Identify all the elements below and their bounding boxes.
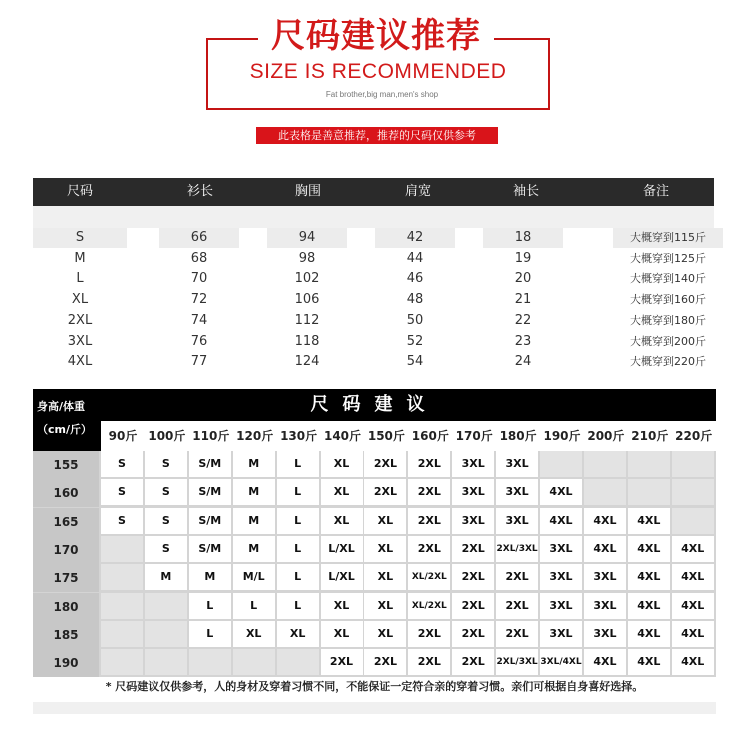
size-recommendation-cell: XL: [364, 508, 406, 534]
size-recommendation-cell: L: [233, 593, 275, 619]
size-recommendation-cell: 3XL: [496, 451, 538, 477]
size-cell-sleeve: 22: [514, 312, 532, 328]
size-recommendation-cell: 3XL: [540, 536, 582, 562]
size-recommendation-cell: 3XL: [496, 508, 538, 534]
size-recommendation-cell: 2XL: [452, 593, 494, 619]
size-recommendation-cell: [628, 479, 670, 505]
size-cell-length: 68: [190, 250, 208, 266]
size-cell-length: 74: [190, 312, 208, 328]
weight-col-header: 150斤: [367, 429, 405, 443]
col-size: 尺码: [66, 184, 93, 199]
size-recommendation-cell: S: [145, 508, 187, 534]
size-cell-sleeve: 23: [514, 333, 532, 349]
size-recommendation-cell: [145, 621, 187, 647]
size-recommendation-cell: 2XL: [452, 649, 494, 675]
weight-col-header: 160斤: [411, 429, 449, 443]
size-recommendation-cell: 2XL: [452, 621, 494, 647]
weight-col-header: 130斤: [280, 429, 318, 443]
size-recommendation-cell: M: [145, 564, 187, 590]
weight-col-header: 140斤: [323, 429, 362, 443]
size-cell-length: 76: [190, 333, 208, 349]
weight-col-header: 120斤: [236, 429, 274, 443]
size-recommendation-cell: L: [277, 536, 319, 562]
size-recommendation-cell: 4XL: [672, 536, 714, 562]
size-recommendation-cell: M: [233, 508, 275, 534]
size-recommendation-cell: [101, 564, 143, 590]
size-recommendation-cell: S/M: [189, 536, 231, 562]
size-cell-sleeve: 24: [514, 354, 532, 370]
height-label: 175: [33, 564, 99, 592]
size-recommendation-cell: 3XL: [452, 508, 494, 534]
footer-bar: [33, 702, 716, 714]
size-recommendation-cell: [189, 649, 231, 675]
size-recommendation-cell: S: [145, 479, 187, 505]
size-cell-shoulder: 48: [406, 292, 424, 308]
size-recommendation-cell: [145, 649, 187, 675]
size-recommendation-cell: XL: [321, 508, 363, 534]
size-cell-chest: 102: [294, 271, 320, 287]
height-label: 170: [33, 536, 99, 564]
size-recommendation-cell: [233, 649, 275, 675]
size-recommendation-cell: S: [145, 536, 187, 562]
notice-banner: 此表格是善意推荐，推荐的尺码仅供参考: [256, 127, 498, 144]
size-recommendation-cell: XL: [321, 621, 363, 647]
size-recommendation-cell: 2XL: [408, 479, 450, 505]
size-recommendation-cell: 4XL: [584, 649, 626, 675]
size-cell-chest: 94: [298, 230, 316, 245]
size-cell-size: XL: [71, 292, 89, 308]
size-recommendation-cell: XL: [364, 536, 406, 562]
size-recommendation-cell: XL: [364, 593, 406, 619]
size-recommendation-cell: S: [101, 508, 143, 534]
height-label: 165: [33, 508, 99, 536]
weight-col-header: 110斤: [192, 429, 230, 443]
size-recommendation-cell: 2XL: [408, 536, 450, 562]
size-recommendation-cell: L: [277, 451, 319, 477]
size-recommendation-cell: XL: [321, 451, 363, 477]
size-recommendation-cell: 4XL: [584, 508, 626, 534]
size-recommendation-cell: L: [277, 593, 319, 619]
size-recommendation-cell: [672, 451, 714, 477]
size-cell-size: L: [76, 271, 84, 287]
size-recommendation-cell: 2XL: [364, 649, 406, 675]
size-recommendation-cell: 3XL: [496, 479, 538, 505]
size-recommendation-cell: L: [189, 593, 231, 619]
size-recommendation-cell: S: [145, 451, 187, 477]
size-cell-chest: 124: [294, 354, 320, 370]
recommend-row: [33, 564, 716, 592]
size-cell-size: 2XL: [67, 312, 93, 328]
size-recommendation-cell: XL/2XL: [408, 593, 450, 619]
size-recommendation-cell: S/M: [189, 451, 231, 477]
size-cell-size: S: [75, 230, 85, 245]
size-cell-sleeve: 20: [514, 271, 532, 287]
col-note: 备注: [642, 184, 669, 199]
corner-label: [33, 389, 101, 451]
size-recommendation-cell: [101, 649, 143, 675]
size-recommendation-cell: L/XL: [321, 564, 363, 590]
size-recommendation-cell: 3XL: [540, 621, 582, 647]
size-cell-chest: 106: [294, 292, 320, 308]
recommend-row: [33, 621, 716, 649]
size-recommendation-cell: 2XL: [452, 564, 494, 590]
size-recommendation-cell: [101, 621, 143, 647]
size-recommendation-cell: XL/2XL: [408, 564, 450, 590]
size-cell-note: 大概穿到160斤: [630, 293, 706, 307]
size-recommendation-cell: 3XL/4XL: [540, 649, 582, 675]
size-cell-note: 大概穿到115斤: [630, 231, 706, 244]
size-recommendation-cell: 3XL: [584, 564, 626, 590]
recommend-title: 尺码建议: [310, 394, 439, 415]
corner-top: 身高/体重: [37, 400, 86, 413]
size-cell-size: M: [74, 250, 86, 266]
size-recommendation-cell: M: [233, 479, 275, 505]
size-recommendation-cell: 4XL: [540, 508, 582, 534]
size-recommendation-cell: M: [233, 536, 275, 562]
size-cell-size: 3XL: [67, 333, 93, 349]
size-recommendation-cell: L: [277, 508, 319, 534]
size-cell-shoulder: 52: [406, 333, 424, 349]
recommend-grid: [33, 451, 716, 677]
weight-col-header: 190斤: [543, 429, 581, 443]
size-recommendation-cell: 3XL: [584, 621, 626, 647]
size-table-body: [33, 206, 714, 374]
size-table-header: [33, 178, 714, 206]
recommend-row: [33, 479, 716, 507]
size-recommendation-cell: L: [189, 621, 231, 647]
size-cell-chest: 112: [294, 312, 320, 328]
footnote: * 尺码建议仅供参考，人的身材及穿着习惯不同，不能保证一定符合亲的穿着习惯。亲们可根据自身喜好选择。: [105, 680, 644, 693]
size-cell-shoulder: 50: [406, 312, 424, 328]
weight-col-header: 100斤: [148, 429, 186, 443]
size-cell-shoulder: 44: [406, 250, 424, 266]
size-recommendation-cell: [584, 451, 626, 477]
size-cell-sleeve: 19: [514, 250, 532, 266]
size-cell-note: 大概穿到125斤: [630, 251, 706, 265]
size-recommendation-cell: 2XL: [452, 536, 494, 562]
size-recommendation-cell: 4XL: [628, 536, 670, 562]
size-recommendation-cell: 4XL: [584, 536, 626, 562]
size-recommendation-cell: S: [101, 451, 143, 477]
size-recommendation-cell: [672, 479, 714, 505]
size-recommendation-cell: XL: [364, 621, 406, 647]
height-label: 160: [33, 479, 99, 507]
size-recommendation-cell: [145, 593, 187, 619]
size-recommendation-cell: 2XL: [408, 649, 450, 675]
size-recommendation-cell: [584, 479, 626, 505]
size-recommendation-cell: 4XL: [628, 508, 670, 534]
size-recommendation-cell: 4XL: [628, 649, 670, 675]
col-sleeve: 袖长: [512, 184, 539, 199]
size-recommendation-cell: 2XL: [496, 564, 538, 590]
recommend-row: [33, 451, 716, 479]
size-recommendation-cell: S/M: [189, 508, 231, 534]
size-recommendation-cell: 4XL: [672, 593, 714, 619]
size-recommendation-cell: XL: [277, 621, 319, 647]
recommend-row: [33, 536, 716, 564]
size-recommendation-cell: L: [277, 479, 319, 505]
size-recommendation-cell: 3XL: [540, 593, 582, 619]
size-cell-length: 77: [190, 354, 208, 370]
size-cell-note: 大概穿到200斤: [630, 334, 706, 348]
weight-col-header: 170斤: [455, 429, 493, 443]
size-recommendation-cell: XL: [233, 621, 275, 647]
recommend-row: [33, 508, 716, 536]
shop-subtitle: Fat brother,big man,men's shop: [325, 90, 439, 99]
size-recommendation-cell: 3XL: [584, 593, 626, 619]
size-recommendation-cell: [672, 508, 714, 534]
size-recommendation-cell: [101, 536, 143, 562]
size-cell-shoulder: 54: [406, 354, 424, 370]
size-recommendation-cell: L/XL: [321, 536, 363, 562]
size-cell-sleeve: 18: [514, 230, 532, 245]
size-recommendation-cell: 2XL: [496, 593, 538, 619]
weight-col-header: 200斤: [587, 429, 625, 443]
size-cell-chest: 98: [298, 250, 316, 266]
size-recommendation-cell: 2XL: [408, 508, 450, 534]
size-recommendation-cell: L: [277, 564, 319, 590]
size-recommendation-cell: S: [101, 479, 143, 505]
corner-bottom: （cm/斤）: [37, 423, 92, 436]
size-recommendation-cell: 2XL: [408, 621, 450, 647]
size-recommendation-cell: 4XL: [628, 621, 670, 647]
size-cell-shoulder: 46: [406, 271, 424, 287]
weight-col-header: 210斤: [631, 429, 669, 443]
weight-col-header: 180斤: [499, 429, 537, 443]
size-cell-shoulder: 42: [406, 230, 424, 245]
size-cell-length: 66: [190, 230, 208, 245]
size-recommendation-cell: 4XL: [628, 564, 670, 590]
size-recommendation-cell: 2XL: [364, 479, 406, 505]
size-recommendation-cell: M: [189, 564, 231, 590]
size-recommendation-cell: 4XL: [672, 564, 714, 590]
size-recommendation-cell: 2XL: [496, 621, 538, 647]
size-recommendation-cell: [628, 451, 670, 477]
size-recommendation-cell: S/M: [189, 479, 231, 505]
size-recommendation-cell: 2XL/3XL: [496, 536, 538, 562]
height-label: 155: [33, 451, 99, 479]
size-cell-chest: 118: [294, 333, 320, 349]
recommend-row: [33, 649, 716, 677]
size-cell-note: 大概穿到180斤: [630, 313, 706, 327]
size-recommendation-cell: XL: [321, 593, 363, 619]
recommend-row: [33, 593, 716, 621]
height-label: 190: [33, 649, 99, 677]
size-recommendation-cell: 2XL: [408, 451, 450, 477]
weight-col-header: 220斤: [675, 429, 713, 443]
height-label: 180: [33, 593, 99, 621]
size-cell-length: 70: [190, 271, 208, 287]
size-recommendation-cell: 3XL: [540, 564, 582, 590]
size-cell-note: 大概穿到140斤: [630, 272, 706, 286]
title-cn: 尺码建议推荐: [258, 14, 494, 58]
size-recommendation-cell: XL: [364, 564, 406, 590]
height-label: 185: [33, 621, 99, 649]
size-recommendation-cell: 2XL/3XL: [496, 649, 538, 675]
header-strip: [33, 206, 714, 228]
size-recommendation-cell: 4XL: [628, 593, 670, 619]
size-cell-size: 4XL: [67, 354, 93, 370]
size-cell-sleeve: 21: [514, 292, 532, 308]
col-chest: 胸围: [294, 184, 321, 199]
size-recommendation-cell: 4XL: [672, 621, 714, 647]
title-en: SIZE IS RECOMMENDED: [249, 60, 507, 83]
size-recommendation-cell: M: [233, 451, 275, 477]
size-recommendation-cell: 2XL: [364, 451, 406, 477]
size-recommendation-cell: 3XL: [452, 479, 494, 505]
size-recommendation-cell: XL: [321, 479, 363, 505]
size-recommendation-cell: [101, 593, 143, 619]
size-recommendation-cell: 3XL: [452, 451, 494, 477]
size-recommendation-cell: [540, 451, 582, 477]
col-length: 衫长: [186, 184, 213, 199]
weight-col-header: 90斤: [108, 429, 138, 443]
size-recommendation-cell: 4XL: [672, 649, 714, 675]
col-shoulder: 肩宽: [404, 184, 431, 199]
size-cell-length: 72: [190, 292, 208, 308]
size-recommendation-cell: M/L: [233, 564, 275, 590]
size-recommendation-cell: 4XL: [540, 479, 582, 505]
size-cell-note: 大概穿到220斤: [630, 355, 706, 369]
recommend-title-bar: [33, 389, 716, 421]
size-recommendation-cell: 2XL: [321, 649, 363, 675]
size-recommendation-cell: [277, 649, 319, 675]
